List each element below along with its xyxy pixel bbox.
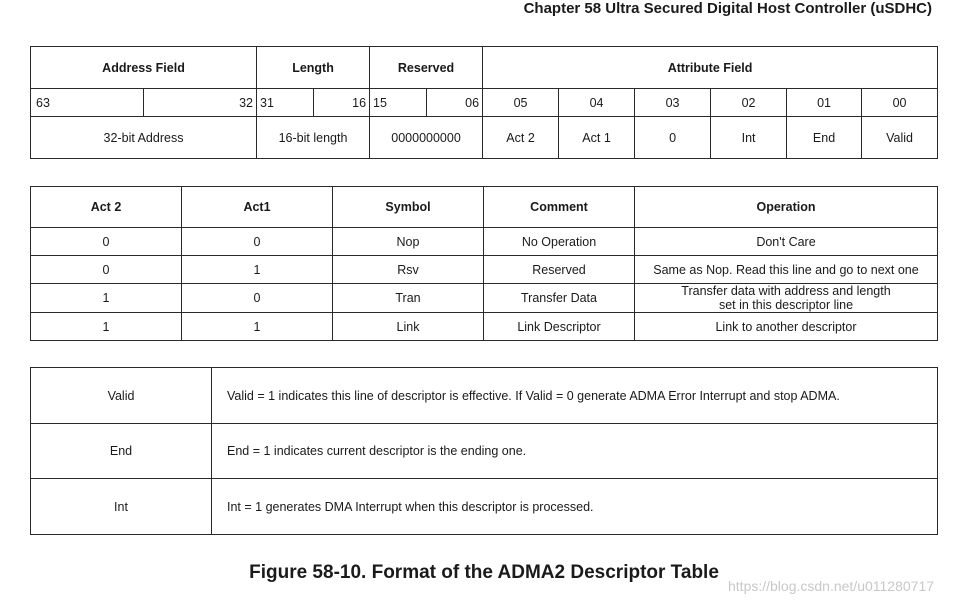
bit-02: 02: [711, 89, 787, 117]
bit-01: 01: [787, 89, 862, 117]
cell-comment: Transfer Data: [484, 284, 635, 313]
cell-operation: Link to another descriptor: [635, 313, 938, 341]
cell-act2: 0: [31, 256, 182, 284]
cell-comment: Link Descriptor: [484, 313, 635, 341]
cell-act1: 1: [182, 256, 333, 284]
header-comment: Comment: [484, 187, 635, 228]
attribute-description-table: [30, 367, 938, 535]
cell-operation: Same as Nop. Read this line and go to next one: [635, 256, 938, 284]
cell-act2: 1: [31, 313, 182, 341]
cell-act1: 0: [182, 228, 333, 256]
cell-symbol: Rsv: [333, 256, 484, 284]
reserved-value: 0000000000: [370, 117, 483, 159]
attr-name: Int: [31, 479, 212, 535]
cell-act1: 1: [182, 313, 333, 341]
table-row: [31, 284, 938, 313]
cell-symbol: Nop: [333, 228, 484, 256]
cell-operation: [635, 284, 938, 313]
descriptor-format-table: [30, 46, 938, 159]
action-table: [30, 186, 938, 341]
attr-end: End: [787, 117, 862, 159]
table-row: [31, 424, 938, 479]
operation-line-2: set in this descriptor line: [718, 298, 854, 312]
cell-operation: Don't Care: [635, 228, 938, 256]
header-act1: Act1: [182, 187, 333, 228]
cell-comment: No Operation: [484, 228, 635, 256]
attr-desc: Valid = 1 indicates this line of descriptor is effective. If Valid = 0 generate ADMA Error Interrupt and stop ADMA.: [212, 368, 938, 424]
attr-valid: Valid: [862, 117, 938, 159]
cell-comment: Reserved: [484, 256, 635, 284]
cell-symbol: Link: [333, 313, 484, 341]
bit-63: 63: [31, 89, 144, 117]
reserved-header: Reserved: [370, 47, 483, 89]
attr-int: Int: [711, 117, 787, 159]
table-row: [31, 313, 938, 341]
attribute-field-header: Attribute Field: [483, 47, 938, 89]
bit-05: 05: [483, 89, 559, 117]
header-symbol: Symbol: [333, 187, 484, 228]
cell-act2: 0: [31, 228, 182, 256]
attr-act2: Act 2: [483, 117, 559, 159]
bit-00: 00: [862, 89, 938, 117]
attr-desc: End = 1 indicates current descriptor is the ending one.: [212, 424, 938, 479]
length-header: Length: [257, 47, 370, 89]
address-field-header: Address Field: [31, 47, 257, 89]
attr-name: End: [31, 424, 212, 479]
figure-caption: Figure 58-10. Format of the ADMA2 Descriptor Table: [249, 562, 719, 583]
chapter-heading: Chapter 58 Ultra Secured Digital Host Controller (uSDHC): [523, 0, 932, 17]
cell-act1: 0: [182, 284, 333, 313]
length-value: 16-bit length: [257, 117, 370, 159]
address-value: 32-bit Address: [31, 117, 257, 159]
bit-06: 06: [427, 89, 483, 117]
operation-line-1: Transfer data with address and length: [681, 284, 891, 298]
header-operation: Operation: [635, 187, 938, 228]
bit-31: 31: [257, 89, 314, 117]
bit-15: 15: [370, 89, 427, 117]
table-row: [31, 228, 938, 256]
bit-32: 32: [144, 89, 257, 117]
table-row: [31, 368, 938, 424]
table-row: [31, 256, 938, 284]
cell-symbol: Tran: [333, 284, 484, 313]
watermark: https://blog.csdn.net/u011280717: [728, 578, 935, 594]
bit-03: 03: [635, 89, 711, 117]
cell-act2: 1: [31, 284, 182, 313]
bit-04: 04: [559, 89, 635, 117]
table-row: [31, 479, 938, 535]
header-act2: Act 2: [31, 187, 182, 228]
bit-16: 16: [314, 89, 370, 117]
attr-act1: Act 1: [559, 117, 635, 159]
attr-name: Valid: [31, 368, 212, 424]
attr-zero: 0: [635, 117, 711, 159]
attr-desc: Int = 1 generates DMA Interrupt when this descriptor is processed.: [212, 479, 938, 535]
